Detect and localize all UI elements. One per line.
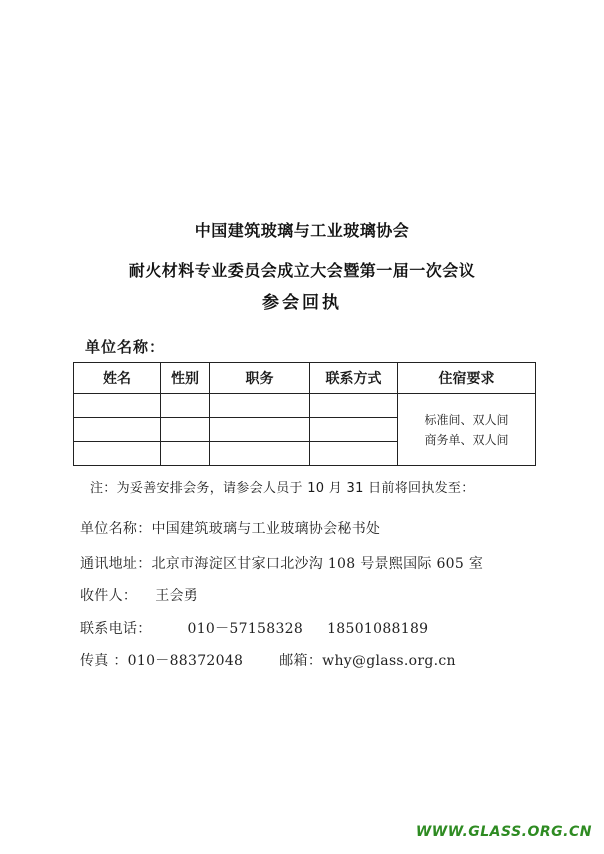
lodging-options-cell [398,394,536,466]
cell-contact[interactable] [310,418,398,442]
contact-fax-email [80,650,456,670]
lodging-option: 标准间、双人间 [424,412,509,427]
cell-name[interactable] [74,394,161,418]
col-header-contact: 联系方式 [310,363,398,394]
deadline-note: 注：为妥善安排会务，请参会人员于 10 月 31 日前将回执发至： [90,481,475,496]
cell-name[interactable] [74,418,161,442]
cell-name[interactable] [74,442,161,466]
contact-unit [80,518,380,538]
col-header-lodging: 住宿要求 [398,363,536,394]
org-title: 中国建筑玻璃与工业玻璃协会 [194,221,410,240]
contact-unit-label: 单位名称： [80,521,152,537]
col-header-position: 职务 [210,363,310,394]
unit-name-label: 单位名称： [85,338,166,356]
fax-value: 010－88372048 [127,653,244,669]
cell-position[interactable] [210,418,310,442]
col-header-name: 姓名 [74,363,161,394]
contact-recipient [80,585,198,605]
form-title: 参会回执 [262,293,342,313]
phone-1: 010－57158328 [187,621,304,637]
table-header-row [74,363,536,394]
address-value: 北京市海淀区甘家口北沙沟 108 号景熙国际 605 室 [151,556,484,572]
recipient-value: 王会勇 [155,588,199,604]
contact-phone [80,618,428,638]
recipient-label: 收件人： [80,588,138,604]
phone-2: 18501088189 [327,621,429,637]
cell-gender[interactable] [161,394,210,418]
contact-address [80,553,483,573]
cell-position[interactable] [210,442,310,466]
lodging-option: 商务单、双人间 [424,432,509,447]
table-row [74,394,536,418]
registration-table [73,362,536,466]
cell-contact[interactable] [310,394,398,418]
col-header-gender: 性别 [161,363,210,394]
contact-unit-value: 中国建筑玻璃与工业玻璃协会秘书处 [151,521,381,537]
cell-contact[interactable] [310,442,398,466]
phone-label: 联系电话： [80,621,152,637]
cell-position[interactable] [210,394,310,418]
email-label: 邮箱： [279,653,323,669]
meeting-title: 耐火材料专业委员会成立大会暨第一届一次会议 [128,261,476,280]
address-label: 通讯地址： [80,556,152,572]
website-watermark: WWW.GLASS.ORG.CN [415,824,592,840]
fax-label: 传真 ： [80,653,128,669]
cell-gender[interactable] [161,418,210,442]
cell-gender[interactable] [161,442,210,466]
email-value[interactable]: why@glass.org.cn [322,653,456,669]
